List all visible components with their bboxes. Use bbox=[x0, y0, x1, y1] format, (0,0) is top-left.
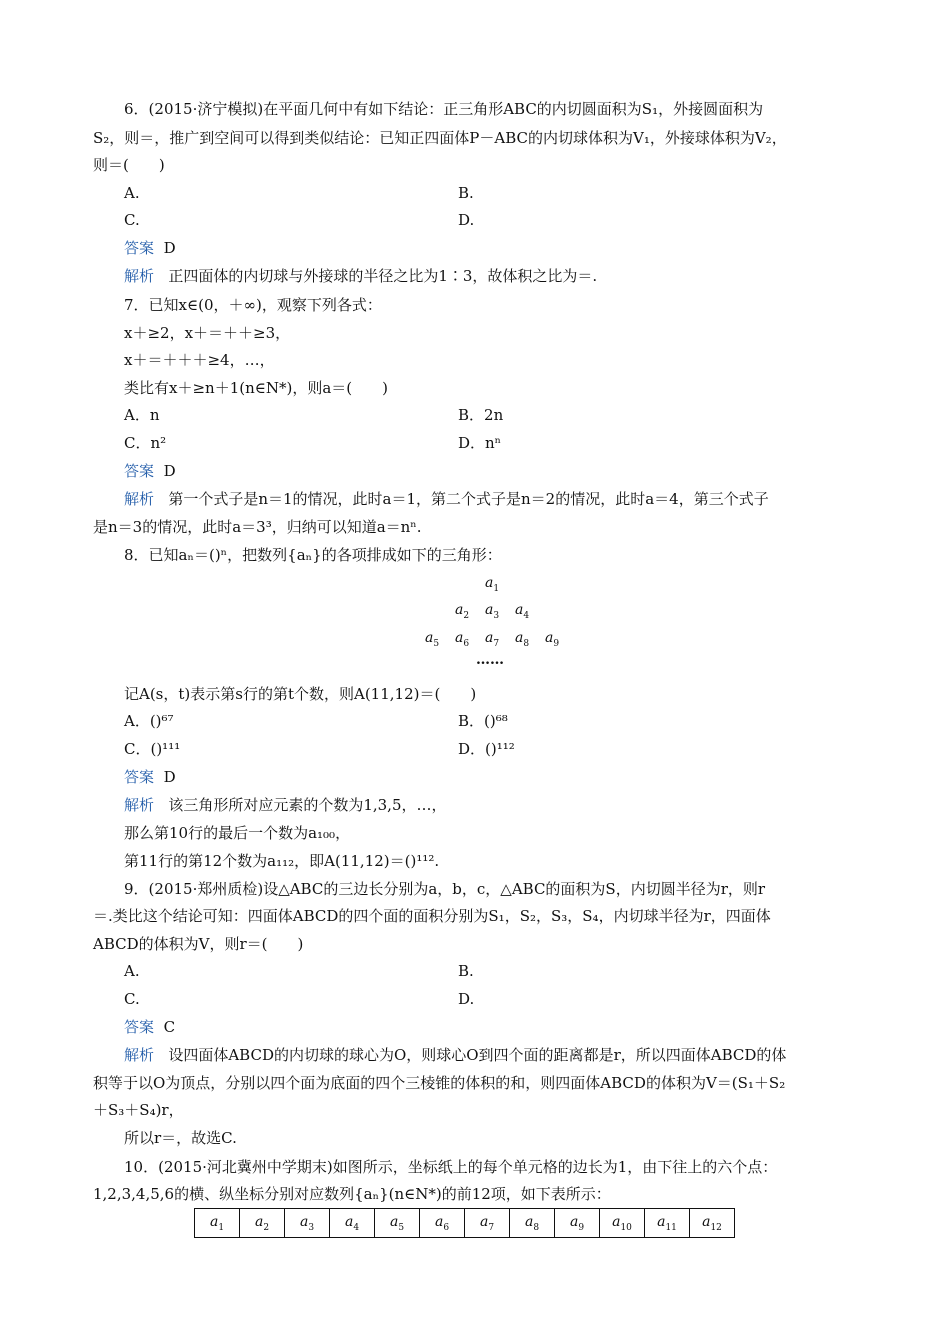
triangle-cell: $a_5$ bbox=[425, 630, 440, 649]
q9-analysis-line-2: 积等于以O为顶点，分别以四个面为底面的四个三棱锥的体积的和，则四面体ABCD的体积为V＝(S₁＋S₂ bbox=[93, 1074, 786, 1092]
table-cell: $a_3$ bbox=[285, 1209, 330, 1238]
q9-option-d: D. bbox=[458, 990, 475, 1008]
table-cell: $a_5$ bbox=[375, 1209, 420, 1238]
table-cell: $a_7$ bbox=[465, 1209, 510, 1238]
q7-option-d: D．nⁿ bbox=[458, 434, 502, 452]
q9-line-1: 9．(2015·郑州质检)设△ABC的三边长分别为a，b，c，△ABC的面积为S，内切圆半径为r，则r bbox=[124, 880, 766, 898]
analysis-text: 设四面体ABCD的内切球的球心为O，则球心O到四个面的距离都是r，所以四面体ABCD的体 bbox=[168, 1046, 787, 1064]
q9-answer bbox=[124, 1017, 175, 1037]
q7-line-1: 7．已知x∈(0，＋∞)，观察下列各式： bbox=[124, 296, 382, 314]
analysis-label: 解析 bbox=[124, 267, 155, 285]
answer-label: 答案 bbox=[124, 239, 155, 257]
q6-line-2: S₂，则＝，推广到空间可以得到类似结论：已知正四面体P－ABC的内切球体积为V₁，外接球体积为V₂， bbox=[93, 129, 787, 147]
triangle-cell: $a_4$ bbox=[515, 602, 530, 621]
analysis-text: 第一个式子是n＝1的情况，此时a＝1，第二个式子是n＝2的情况，此时a＝4，第三个式子 bbox=[168, 490, 769, 508]
triangle-cell: $a_1$ bbox=[485, 575, 500, 594]
q9-option-a: A. bbox=[124, 962, 140, 980]
table-cell: $a_9$ bbox=[555, 1209, 600, 1238]
answer-label: 答案 bbox=[124, 1018, 155, 1036]
q8-line-1: 8．已知aₙ＝()ⁿ，把数列{aₙ}的各项排成如下的三角形： bbox=[124, 546, 502, 564]
q6-option-c: C. bbox=[124, 211, 140, 229]
table-cell: $a_4$ bbox=[330, 1209, 375, 1238]
q6-line-1: 6．(2015·济宁模拟)在平面几何中有如下结论：正三角形ABC的内切圆面积为S₁，外接圆面积为 bbox=[124, 100, 764, 118]
q10-line-2: 1,2,3,4,5,6的横、纵坐标分别对应数列{aₙ}(n∈N*)的前12项，如下表所示： bbox=[93, 1185, 611, 1203]
answer-value: D bbox=[163, 239, 176, 257]
q8-option-c: C．()¹¹¹ bbox=[124, 740, 181, 758]
q9-option-c: C. bbox=[124, 990, 140, 1008]
q8-option-d: D．()¹¹² bbox=[458, 740, 515, 758]
triangle-ellipsis: …… bbox=[476, 652, 504, 668]
q7-analysis-line-2: 是n＝3的情况，此时a＝3³，归纳可以知道a＝nⁿ. bbox=[93, 518, 422, 536]
answer-label: 答案 bbox=[124, 462, 155, 480]
q7-option-c: C．n² bbox=[124, 434, 167, 452]
q8-analysis-line-1 bbox=[124, 795, 447, 815]
table-row bbox=[195, 1209, 735, 1238]
triangle-cell: $a_9$ bbox=[545, 630, 560, 649]
analysis-text: 正四面体的内切球与外接球的半径之比为1∶3，故体积之比为＝. bbox=[168, 267, 598, 285]
q7-line-4: 类比有x＋≥n＋1(n∈N*)，则a＝( ) bbox=[124, 379, 388, 397]
q9-analysis-line-3: ＋S₃＋S₄)r， bbox=[93, 1101, 184, 1119]
q8-answer bbox=[124, 767, 176, 787]
analysis-label: 解析 bbox=[124, 1046, 155, 1064]
q7-option-a: A．n bbox=[124, 406, 160, 424]
answer-label: 答案 bbox=[124, 768, 155, 786]
triangle-cell: $a_6$ bbox=[455, 630, 470, 649]
q8-analysis-line-3: 第11行的第12个数为a₁₁₂，即A(11,12)＝()¹¹². bbox=[124, 852, 440, 870]
triangle-cell: $a_2$ bbox=[455, 602, 470, 621]
q9-option-b: B. bbox=[458, 962, 474, 980]
analysis-label: 解析 bbox=[124, 490, 155, 508]
answer-value: D bbox=[163, 462, 176, 480]
answer-value: C bbox=[163, 1018, 176, 1036]
analysis-label: 解析 bbox=[124, 796, 155, 814]
triangle-cell: $a_8$ bbox=[515, 630, 530, 649]
table-cell: $a_{10}$ bbox=[600, 1209, 645, 1238]
table-cell: $a_2$ bbox=[240, 1209, 285, 1238]
q7-answer bbox=[124, 461, 176, 481]
q8-option-a: A．()⁶⁷ bbox=[124, 712, 174, 730]
q9-analysis-line-1 bbox=[124, 1045, 786, 1065]
q8-analysis-line-2: 那么第10行的最后一个数为a₁₀₀， bbox=[124, 824, 351, 842]
q7-line-2: x＋≥2，x＋＝＋＋≥3， bbox=[124, 324, 291, 342]
q6-option-b: B. bbox=[458, 184, 474, 202]
table-cell: $a_{12}$ bbox=[690, 1209, 735, 1238]
q6-analysis bbox=[124, 266, 597, 286]
q7-analysis-line-1 bbox=[124, 489, 769, 509]
analysis-text: 该三角形所对应元素的个数为1,3,5，…， bbox=[168, 796, 447, 814]
table-cell: $a_6$ bbox=[420, 1209, 465, 1238]
q7-option-b: B．2n bbox=[458, 406, 504, 424]
q8-option-b: B．()⁶⁸ bbox=[458, 712, 508, 730]
q9-line-2: ＝.类比这个结论可知：四面体ABCD的四个面的面积分别为S₁，S₂，S₃，S₄，内切球半径为r，四面体 bbox=[93, 907, 771, 925]
table-cell: $a_1$ bbox=[195, 1209, 240, 1238]
q9-line-3: ABCD的体积为V，则r＝( ) bbox=[93, 935, 304, 953]
triangle-cell: $a_3$ bbox=[485, 602, 500, 621]
q8-line-2: 记A(s，t)表示第s行的第t个数，则A(11,12)＝( ) bbox=[124, 685, 477, 703]
table-cell: $a_{11}$ bbox=[645, 1209, 690, 1238]
sequence-table bbox=[194, 1208, 735, 1238]
q9-analysis-line-4: 所以r＝，故选C. bbox=[124, 1129, 237, 1147]
q6-line-3: 则＝( ) bbox=[93, 156, 165, 174]
q6-option-a: A. bbox=[124, 184, 140, 202]
triangle-cell: $a_7$ bbox=[485, 630, 500, 649]
q7-line-3: x＋＝＋＋＋≥4，…， bbox=[124, 351, 275, 369]
q10-line-1: 10．(2015·河北冀州中学期末)如图所示，坐标纸上的每个单元格的边长为1，由下往上的六个点： bbox=[124, 1158, 778, 1176]
table-cell: $a_8$ bbox=[510, 1209, 555, 1238]
q6-option-d: D. bbox=[458, 211, 475, 229]
q6-answer bbox=[124, 238, 176, 258]
answer-value: D bbox=[163, 768, 176, 786]
